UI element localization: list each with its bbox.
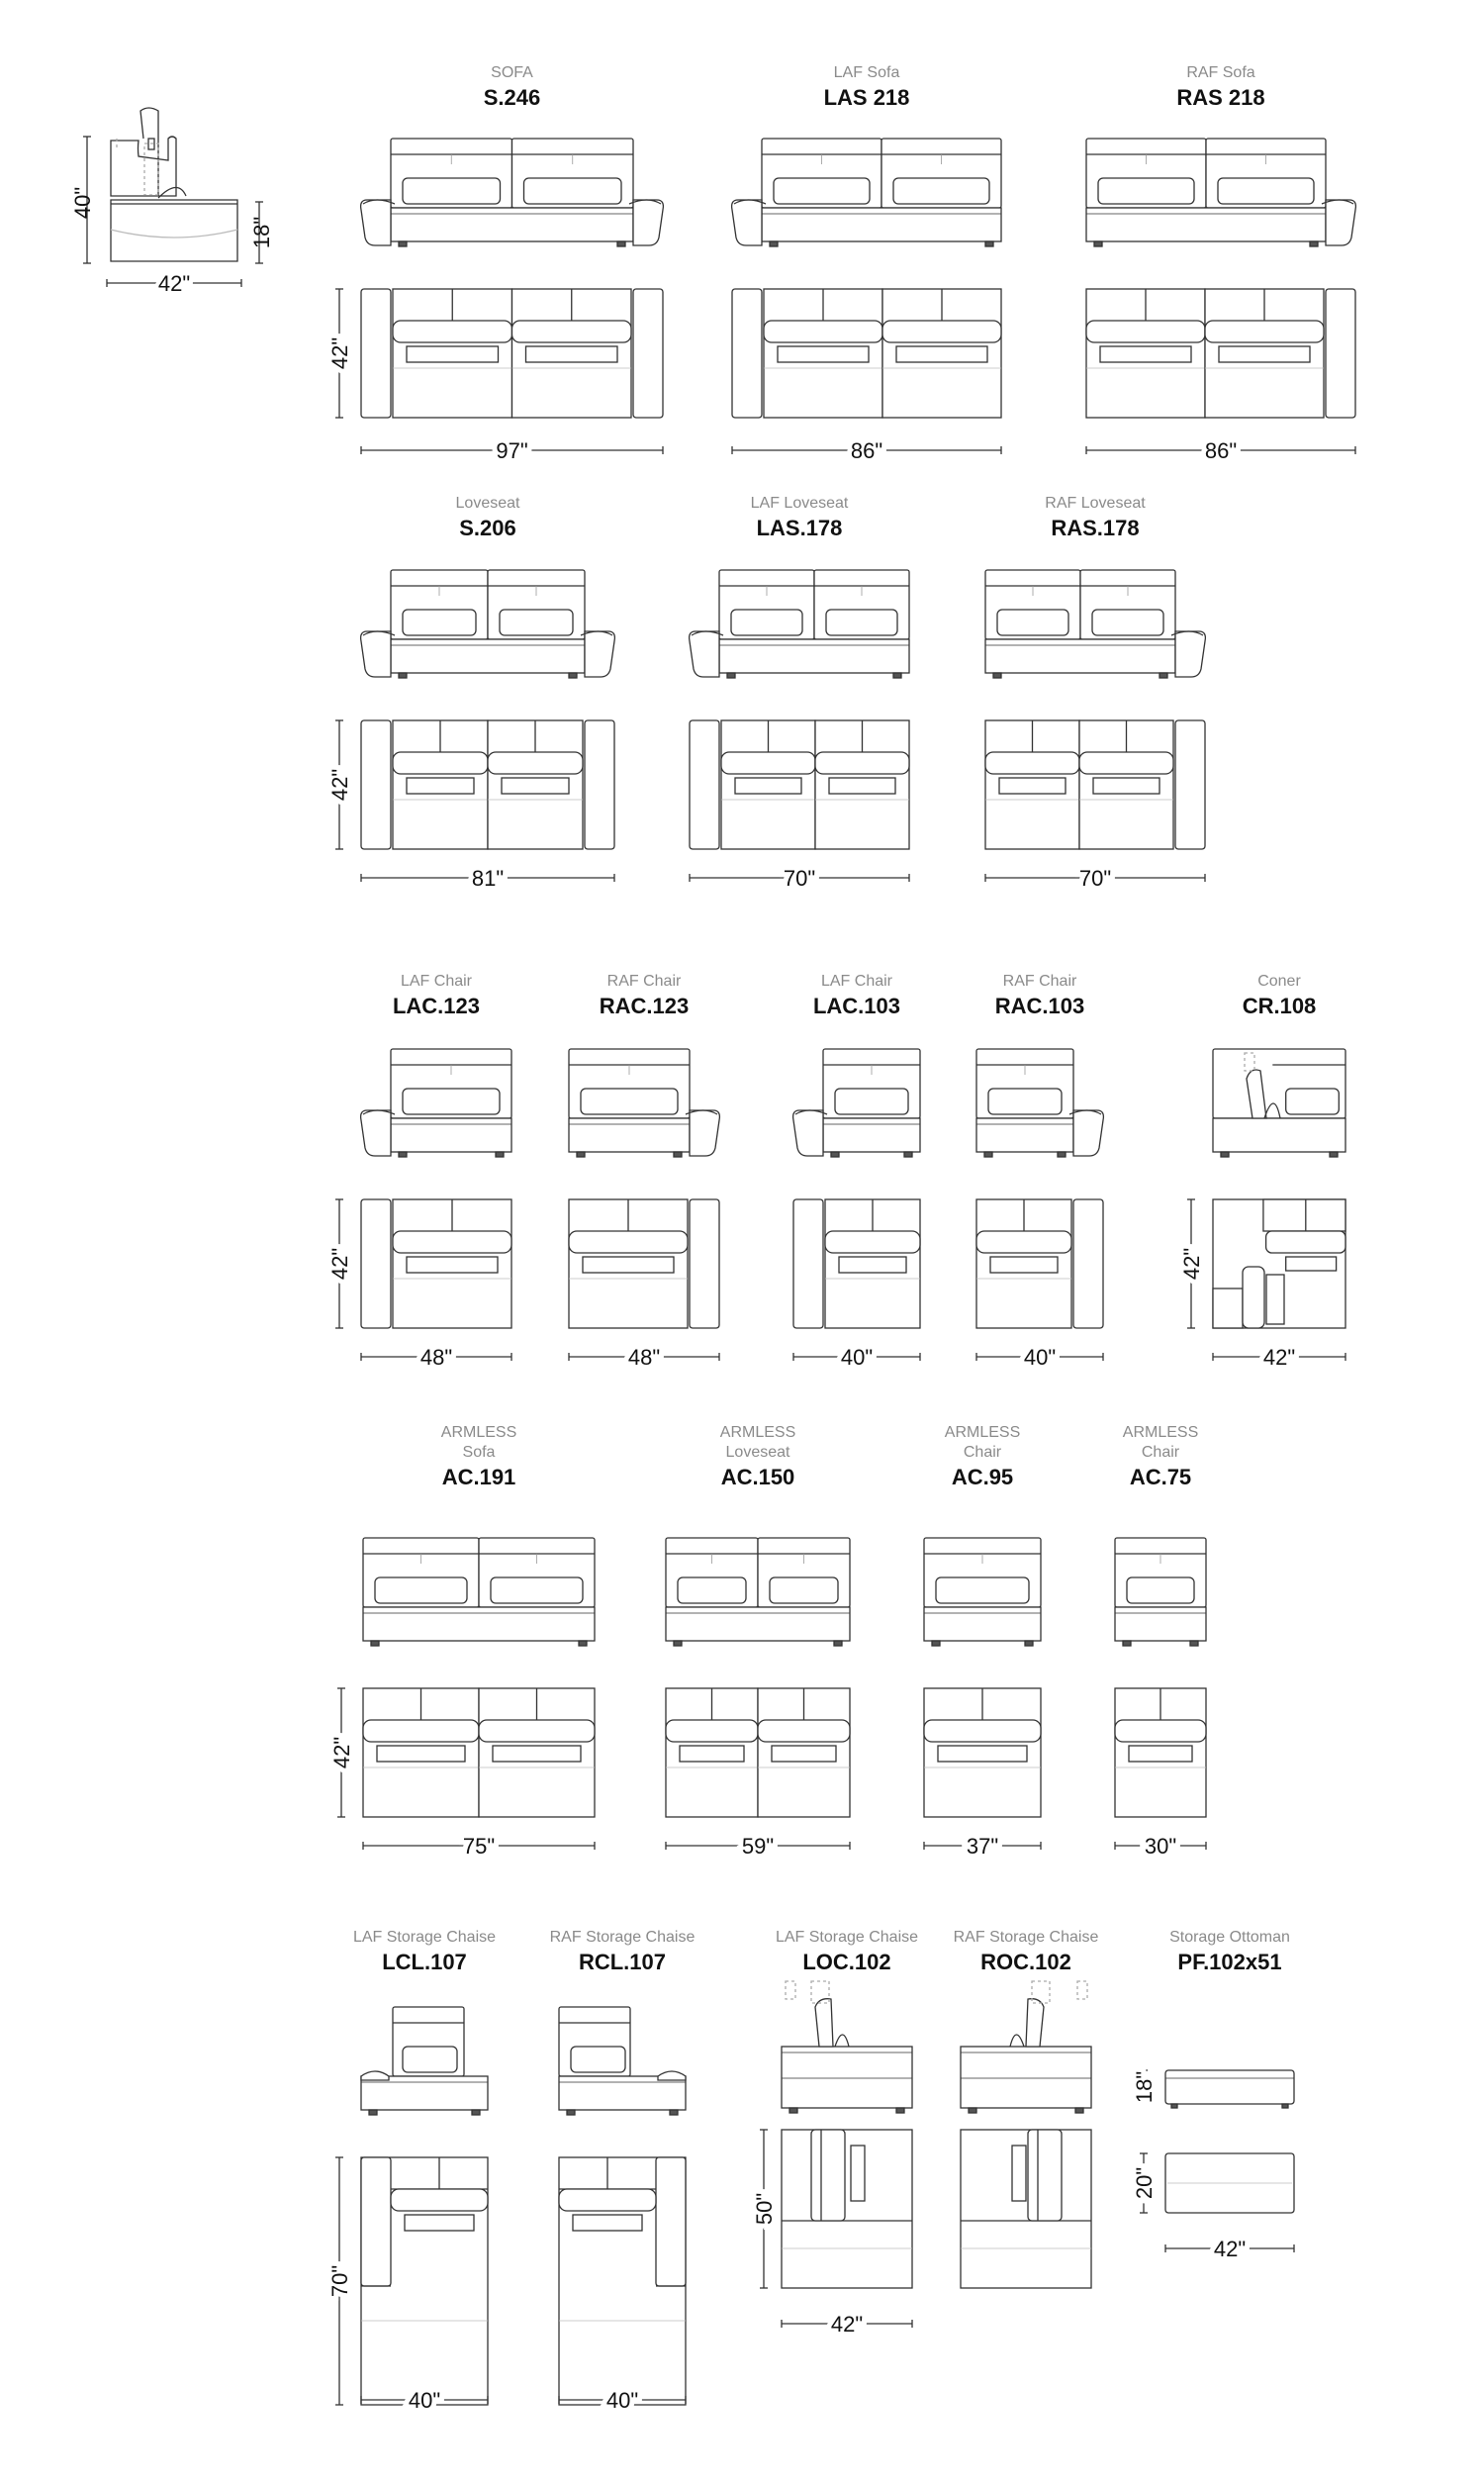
piece-subtitle: Loveseat — [725, 1444, 790, 1461]
piece-subtitle: LAF Loveseat — [750, 495, 849, 512]
width-dimension: 75" — [462, 1834, 496, 1859]
piece-code: AC.95 — [951, 1465, 1014, 1489]
width-dimension: 48" — [419, 1345, 453, 1370]
piece-subtitle: ARMLESS — [440, 1424, 517, 1441]
piece-subtitle: LAF Chair — [820, 973, 893, 990]
width-dimension: 40" — [408, 2388, 441, 2413]
furniture-piece — [752, 1929, 918, 2337]
depth-dimension: 42" — [327, 1247, 352, 1281]
width-dimension: 42" — [1262, 1345, 1296, 1370]
piece-subtitle: Chair — [1141, 1444, 1180, 1461]
furniture-piece — [793, 973, 920, 1370]
furniture-piece — [327, 495, 614, 891]
depth-dimension: 42" — [327, 336, 352, 370]
piece-code: RAC.123 — [599, 994, 690, 1018]
width-dimension: 42" — [830, 2312, 864, 2337]
piece-subtitle: RAF Storage Chaise — [953, 1929, 1099, 1946]
furniture-piece — [327, 1929, 496, 2413]
width-dimension: 37" — [966, 1834, 999, 1859]
piece-code: AC.150 — [720, 1465, 795, 1489]
depth-dimension: 50" — [752, 2192, 777, 2226]
piece-code: RAS 218 — [1176, 85, 1265, 110]
width-dimension: 40" — [1023, 1345, 1057, 1370]
piece-code: LOC.102 — [802, 1950, 891, 1974]
width-dimension: 59" — [741, 1834, 775, 1859]
depth-dimension: 70" — [327, 2264, 352, 2298]
piece-code: RAS.178 — [1051, 516, 1140, 540]
piece-code: ROC.102 — [980, 1950, 1071, 1974]
piece-code: PF.102x51 — [1177, 1950, 1282, 1974]
piece-code: AC.191 — [441, 1465, 516, 1489]
piece-code: LAS.178 — [756, 516, 843, 540]
side-view — [83, 108, 263, 287]
furniture-piece — [732, 64, 1001, 463]
piece-code: LAS 218 — [823, 85, 910, 110]
furniture-piece — [976, 973, 1103, 1370]
piece-code: CR.108 — [1242, 994, 1317, 1018]
furniture-piece — [329, 1424, 595, 1859]
furniture-piece — [327, 973, 511, 1370]
furniture-piece — [550, 1929, 696, 2413]
furniture-piece — [985, 495, 1205, 891]
depth-dimension: 42" — [1179, 1247, 1204, 1281]
piece-subtitle: ARMLESS — [944, 1424, 1021, 1441]
piece-code: LAC.103 — [812, 994, 901, 1018]
furniture-piece — [1132, 1929, 1294, 2261]
piece-subtitle: Chair — [963, 1444, 1002, 1461]
width-dimension: 86" — [850, 438, 883, 463]
width-dimension: 40" — [840, 1345, 874, 1370]
piece-code: AC.75 — [1129, 1465, 1192, 1489]
width-dimension: 30" — [1144, 1834, 1177, 1859]
height-dimension: 18" — [1132, 2070, 1157, 2104]
width-dimension: 81" — [471, 866, 505, 891]
depth-dimension: 20" — [1132, 2166, 1157, 2200]
furniture-piece — [1179, 973, 1345, 1370]
piece-subtitle: LAF Storage Chaise — [775, 1929, 919, 1946]
piece-code: S.246 — [483, 85, 541, 110]
depth-dimension: 42" — [329, 1736, 354, 1769]
depth-dimension: 42" — [327, 768, 352, 802]
furniture-piece — [569, 973, 719, 1370]
piece-code: RAC.103 — [994, 994, 1085, 1018]
side-seat-height-label: 18" — [249, 216, 274, 249]
piece-subtitle: Loveseat — [455, 495, 520, 512]
piece-subtitle: RAF Sofa — [1186, 64, 1255, 81]
piece-subtitle: LAF Storage Chaise — [352, 1929, 497, 1946]
piece-code: LCL.107 — [382, 1950, 467, 1974]
piece-subtitle: SOFA — [491, 64, 533, 81]
width-dimension: 42" — [1213, 2237, 1247, 2261]
piece-subtitle: RAF Chair — [1002, 973, 1077, 990]
width-dimension: 70" — [1078, 866, 1112, 891]
piece-subtitle: LAF Sofa — [833, 64, 900, 81]
width-dimension: 70" — [783, 866, 816, 891]
furniture-piece — [924, 1424, 1041, 1859]
width-dimension: 86" — [1204, 438, 1238, 463]
furniture-piece — [690, 495, 909, 891]
piece-subtitle: RAF Chair — [606, 973, 682, 990]
furniture-piece — [954, 1929, 1099, 2288]
piece-subtitle: RAF Loveseat — [1045, 495, 1146, 512]
piece-subtitle: Coner — [1257, 973, 1301, 990]
piece-code: LAC.123 — [392, 994, 481, 1018]
piece-subtitle: ARMLESS — [719, 1424, 796, 1441]
piece-subtitle: Sofa — [462, 1444, 496, 1461]
furniture-piece — [1115, 1424, 1206, 1859]
width-dimension: 40" — [605, 2388, 639, 2413]
width-dimension: 97" — [496, 438, 528, 463]
piece-code: S.206 — [459, 516, 516, 540]
side-height-label: 40" — [70, 186, 95, 220]
piece-subtitle: ARMLESS — [1122, 1424, 1199, 1441]
width-dimension: 48" — [627, 1345, 661, 1370]
furniture-piece — [666, 1424, 850, 1859]
furniture-piece — [327, 64, 663, 463]
piece-subtitle: LAF Chair — [400, 973, 473, 990]
piece-code: RCL.107 — [578, 1950, 667, 1974]
piece-subtitle: Storage Ottoman — [1169, 1929, 1290, 1946]
piece-subtitle: RAF Storage Chaise — [549, 1929, 696, 1946]
side-depth-label: 42" — [157, 271, 191, 296]
furniture-piece — [1086, 64, 1355, 463]
